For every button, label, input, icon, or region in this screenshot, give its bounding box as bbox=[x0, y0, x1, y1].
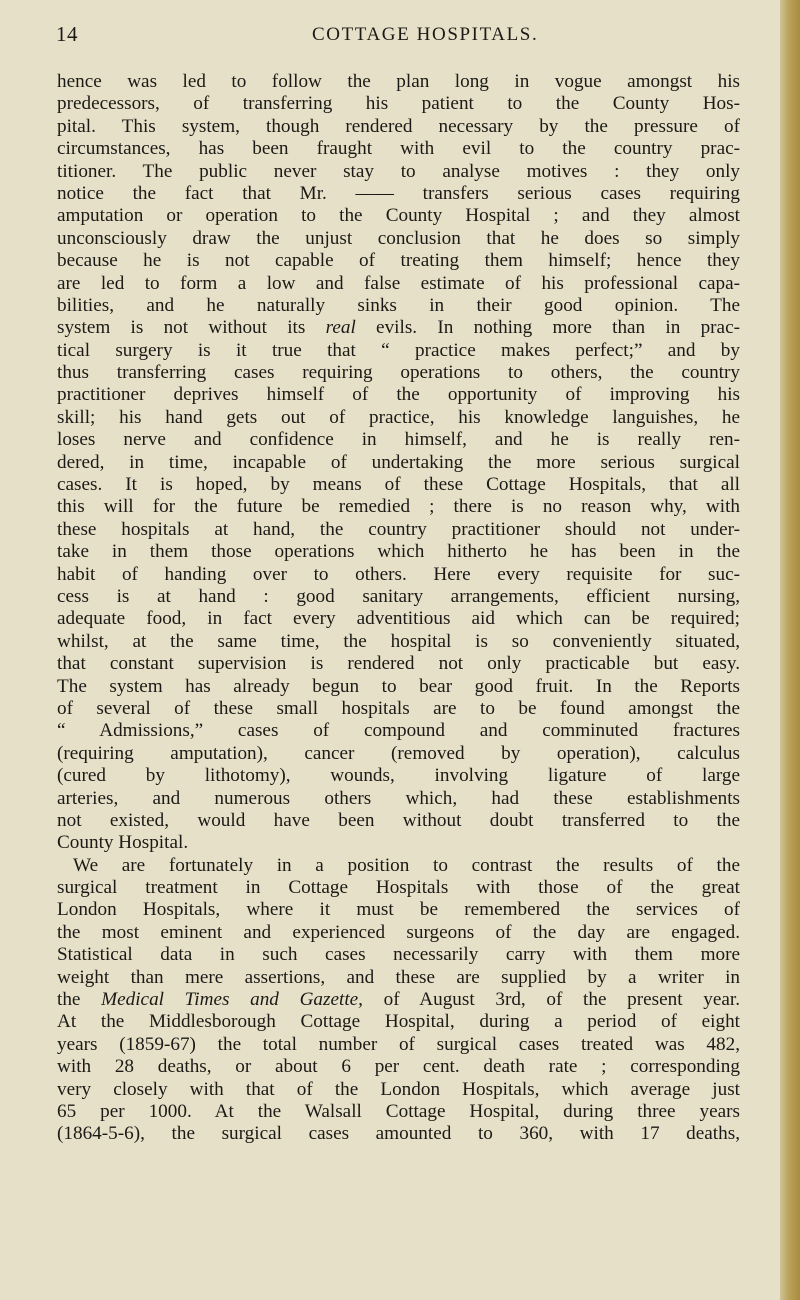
running-head bbox=[56, 22, 736, 52]
text-line: dered, in time, incapable of undertaking the more serious surgical bbox=[57, 451, 740, 473]
text-line: circumstances, has been fraught with evil to the country prac- bbox=[57, 138, 740, 160]
text-line: because he is not capable of treating them himself; hence they bbox=[57, 250, 740, 272]
text-line: titioner. The public never stay to analyse motives : they only bbox=[57, 160, 740, 182]
body-text bbox=[57, 71, 740, 1146]
text-line: London Hospitals, where it must be remembered the services of bbox=[57, 899, 740, 921]
text-line: cases. It is hoped, by means of these Cottage Hospitals, that all bbox=[57, 474, 740, 496]
text-line: thus transferring cases requiring operations to others, the country bbox=[57, 362, 740, 384]
text-line: We are fortunately in a position to contrast the results of the bbox=[73, 854, 740, 876]
text-line: 65 per 1000. At the Walsall Cottage Hospital, during three years bbox=[57, 1100, 740, 1122]
text-line: bilities, and he naturally sinks in their good opinion. The bbox=[57, 294, 740, 316]
text-line: tical surgery is it true that “ practice makes perfect;” and by bbox=[57, 339, 740, 361]
text-line: (cured by lithotomy), wounds, involving ligature of large bbox=[57, 765, 740, 787]
text-line: At the Middlesborough Cottage Hospital, during a period of eight bbox=[57, 1011, 740, 1033]
text-line: these hospitals at hand, the country practitioner should not under- bbox=[57, 518, 740, 540]
text-line: (requiring amputation), cancer (removed by operation), calculus bbox=[57, 742, 740, 764]
text-line: very closely with that of the London Hospitals, which average just bbox=[57, 1078, 740, 1100]
emphasis-real: real bbox=[325, 317, 356, 339]
text-line: “ Admissions,” cases of compound and comminuted fractures bbox=[57, 720, 740, 742]
text-line: (1864-5-6), the surgical cases amounted to 360, with 17 deaths, bbox=[57, 1123, 740, 1145]
text-line: that constant supervision is rendered not only practicable but easy. bbox=[57, 653, 740, 675]
running-title: COTTAGE HOSPITALS. bbox=[312, 24, 539, 45]
text-line: pital. This system, though rendered necessary by the pressure of bbox=[57, 115, 740, 137]
text-line: take in them those operations which hitherto he has been in the bbox=[57, 541, 740, 563]
text-line: weight than mere assertions, and these are supplied by a writer in bbox=[57, 966, 740, 988]
text-line: system is not without its real evils. In nothing more than in prac- bbox=[57, 317, 740, 339]
text-line: years (1859-67) the total number of surgical cases treated was 482, bbox=[57, 1033, 740, 1055]
text-line: County Hospital. bbox=[57, 832, 189, 854]
text-line: hence was led to follow the plan long in vogue amongst his bbox=[57, 71, 740, 92]
text-line: unconsciously draw the unjust conclusion that he does so simply bbox=[57, 227, 740, 249]
journal-title: Medical Times and Gazette, bbox=[101, 989, 363, 1011]
text-line: are led to form a low and false estimate of his professional capa- bbox=[57, 272, 740, 294]
text-line: whilst, at the same time, the hospital is so conveniently situated, bbox=[57, 630, 740, 652]
text-line: cess is at hand : good sanitary arrangements, efficient nursing, bbox=[57, 585, 740, 607]
text-line: predecessors, of transferring his patient to the County Hos- bbox=[57, 93, 740, 115]
text-line: notice the fact that Mr. —— transfers serious cases requiring bbox=[57, 182, 740, 204]
text-line: habit of handing over to others. Here every requisite for suc- bbox=[57, 563, 740, 585]
text-line: adequate food, in fact every adventitious aid which can be required; bbox=[57, 608, 740, 630]
text-fragment: of August 3rd, of the present year. bbox=[362, 989, 740, 1011]
text-line: surgical treatment in Cottage Hospitals with those of the great bbox=[57, 877, 740, 899]
text-line: skill; his hand gets out of practice, his knowledge languishes, he bbox=[57, 406, 740, 428]
text-line: of several of these small hospitals are to be found amongst the bbox=[57, 697, 740, 719]
text-line: loses nerve and confidence in himself, and he is really ren- bbox=[57, 429, 740, 451]
text-line: not existed, would have been without doubt transferred to the bbox=[57, 809, 740, 831]
page-edge bbox=[780, 0, 800, 1300]
text-line: Statistical data in such cases necessarily carry with them more bbox=[57, 944, 740, 966]
text-line: practitioner deprives himself of the opportunity of improving his bbox=[57, 384, 740, 406]
text-line: amputation or operation to the County Hospital ; and they almost bbox=[57, 205, 740, 227]
text-line-citation bbox=[57, 989, 740, 1011]
text-line: the most eminent and experienced surgeons of the day are engaged. bbox=[57, 921, 740, 943]
page-number: 14 bbox=[56, 22, 78, 46]
text-line: arteries, and numerous others which, had these establishments bbox=[57, 787, 740, 809]
text-line: this will for the future be remedied ; there is no reason why, with bbox=[57, 496, 740, 518]
text-fragment: the bbox=[57, 989, 102, 1011]
text-line: The system has already begun to bear good fruit. In the Reports bbox=[57, 675, 740, 697]
text-line: with 28 deaths, or about 6 per cent. death rate ; corresponding bbox=[57, 1056, 740, 1078]
